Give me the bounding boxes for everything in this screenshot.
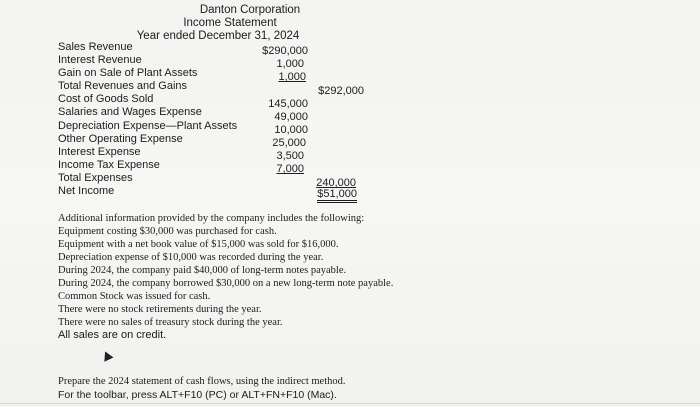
instruction-toolbar: For the toolbar, press ALT+F10 (PC) or ALT+FN+F10 (Mac). [58, 389, 337, 401]
gain-on-sale-amount: 1,000 [278, 71, 306, 83]
salaries-label: Salaries and Wages Expense [58, 106, 202, 118]
interest-revenue-label: Interest Revenue [58, 54, 142, 66]
net-income-amount: $51,000 [317, 188, 357, 203]
info-item: During 2024, the company borrowed $30,000 on a new long-term note payable. [58, 278, 394, 289]
mouse-cursor-icon [101, 349, 114, 361]
total-revenues-amount: $292,000 [318, 85, 364, 97]
net-income-label: Net Income [58, 185, 115, 197]
statement-title: Income Statement [183, 17, 277, 29]
divider [0, 403, 700, 404]
gain-on-sale-label: Gain on Sale of Plant Assets [58, 67, 198, 79]
company-name: Danton Corporation [199, 4, 301, 16]
interest-expense-amount: 3,500 [276, 150, 304, 162]
info-item: Common Stock was issued for cash. [58, 291, 211, 302]
info-item: During 2024, the company paid $40,000 of long-term notes payable. [58, 265, 347, 276]
interest-revenue-amount: 1,000 [276, 58, 304, 70]
instruction-prepare: Prepare the 2024 statement of cash flows, using the indirect method. [58, 376, 346, 387]
cogs-label: Cost of Goods Sold [58, 93, 154, 105]
other-operating-amount: 25,000 [272, 137, 306, 149]
income-tax-label: Income Tax Expense [58, 159, 160, 171]
depreciation-amount: 10,000 [274, 124, 308, 136]
total-expenses-label: Total Expenses [58, 172, 133, 184]
info-item: Equipment costing $30,000 was purchased for cash. [58, 226, 277, 237]
other-operating-label: Other Operating Expense [58, 133, 183, 145]
cogs-amount: 145,000 [268, 98, 308, 110]
interest-expense-label: Interest Expense [58, 146, 141, 158]
sales-revenue-label: Sales Revenue [58, 41, 133, 53]
salaries-amount: 49,000 [274, 111, 308, 123]
sales-revenue-amount: $290,000 [262, 45, 308, 57]
info-item: There were no sales of treasury stock during the year. [58, 317, 283, 328]
info-item: There were no stock retirements during the year. [58, 304, 262, 315]
depreciation-label: Depreciation Expense—Plant Assets [58, 120, 238, 132]
info-item: All sales are on credit. [58, 329, 167, 341]
total-expenses-amount: 240,000 [316, 177, 356, 189]
total-revenues-label: Total Revenues and Gains [58, 80, 188, 92]
info-item: Equipment with a net book value of $15,000 was sold for $16,000. [58, 239, 339, 250]
additional-info-intro: Additional information provided by the company includes the following: [58, 213, 365, 224]
statement-period: Year ended December 31, 2024 [136, 30, 300, 42]
income-tax-amount: 7,000 [276, 163, 304, 175]
info-item: Depreciation expense of $10,000 was recorded during the year. [58, 252, 324, 263]
